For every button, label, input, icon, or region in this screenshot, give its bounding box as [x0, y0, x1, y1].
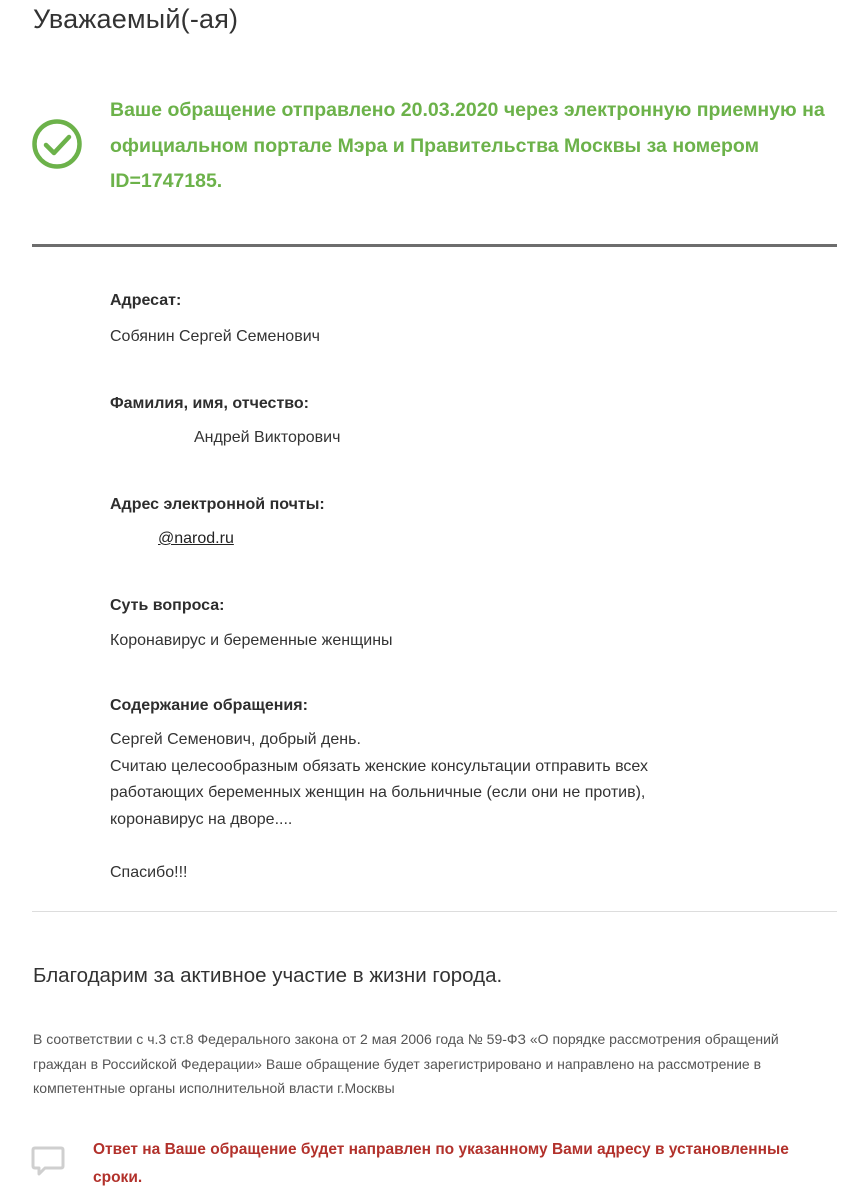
addressee-field	[110, 292, 790, 346]
subject-label: Суть вопроса:	[110, 597, 225, 614]
footer-divider	[32, 911, 837, 912]
content-line: Сергей Семенович, добрый день.	[110, 731, 361, 748]
greeting-heading: Уважаемый(-ая)	[33, 4, 239, 34]
legal-notice: В соответствии с ч.3 ст.8 Федерального закона от 2 мая 2006 года № 59-ФЗ «О порядке рассмотрения обращений граждан в Российской Федерации» Ваше обращение будет зарегистрировано и направлено на рассмотрение в компетентные органы исполнительной власти г.Москвы	[33, 1031, 779, 1096]
content-line: коронавирус на дворе....	[110, 810, 293, 828]
thanks-heading: Благодарим за активное участие в жизни города.	[33, 964, 503, 987]
content-line: Считаю целесообразным обязать женские консультации отправить всех	[110, 757, 648, 775]
addressee-value: Собянин Сергей Семенович	[110, 328, 320, 345]
content-line: работающих беременных женщин на больничные (если они не против),	[110, 784, 646, 801]
full-name-field	[110, 395, 790, 447]
addressee-label: Адресат:	[110, 292, 182, 309]
full-name-label: Фамилия, имя, отчество:	[110, 395, 309, 412]
email-value[interactable]	[110, 530, 790, 548]
content-field	[110, 697, 790, 886]
full-name-value: Андрей Викторович	[194, 429, 341, 446]
content-label: Содержание обращения:	[110, 697, 308, 714]
section-divider	[32, 244, 837, 247]
check-circle-icon	[31, 118, 83, 170]
content-body	[110, 727, 790, 886]
email-link[interactable]: @narod.ru	[158, 530, 234, 547]
subject-field	[110, 597, 790, 650]
response-notice: Ответ на Ваше обращение будет направлен по указанному Вами адресу в установленные сроки.	[93, 1141, 789, 1186]
email-label: Адрес электронной почты:	[110, 496, 325, 513]
subject-value: Коронавирус и беременные женщины	[110, 632, 393, 649]
content-line	[110, 833, 790, 860]
chat-bubble-icon	[31, 1144, 65, 1178]
confirmation-message: Ваше обращение отправлено 20.03.2020 через электронную приемную на официальном портале Мэра и Правительства Москвы за номером ID=1747185.	[110, 99, 825, 192]
content-line: Спасибо!!!	[110, 863, 188, 881]
email-field	[110, 496, 790, 548]
